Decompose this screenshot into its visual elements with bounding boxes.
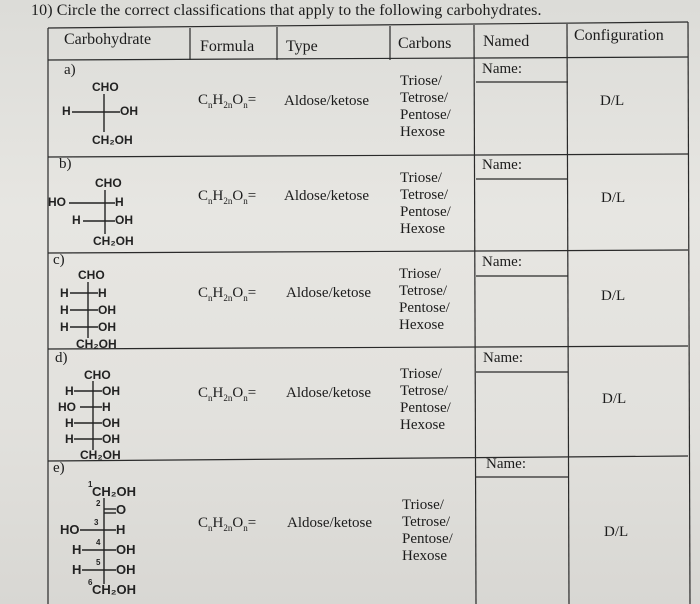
row-label-a: a) [64, 62, 76, 78]
structure-e-right-2: OH [116, 542, 136, 557]
carbons-b-triose[interactable]: Triose/ [400, 170, 442, 186]
question-text: 10) Circle the correct classifications that apply to the following carbohydrates. [31, 2, 542, 19]
name-label-b: Name: [482, 157, 522, 173]
structure-d-bonds [58, 368, 138, 463]
structure-d-left-2: HO [58, 400, 76, 414]
structure-e-left-1: HO [60, 522, 80, 537]
structure-e-bonds [60, 482, 170, 602]
structure-e-right-3: OH [116, 562, 136, 577]
carbons-d-tetrose[interactable]: Tetrose/ [400, 383, 449, 399]
header-formula: Formula [200, 38, 255, 55]
config-a[interactable]: D/L [600, 93, 625, 109]
structure-c-bonds [58, 268, 138, 348]
structure-b-left-1: HO [48, 195, 66, 209]
carbons-e-hexose[interactable]: Hexose [402, 548, 447, 564]
structure-b-right-1: H [115, 195, 124, 209]
structure-d-left-3: H [65, 416, 74, 430]
formula-d: $C_nH_{2n}O_n=$ [198, 385, 257, 403]
carbons-d-pentose[interactable]: Pentose/ [400, 400, 451, 416]
header-configuration: Configuration [574, 27, 664, 44]
structure-c-right-1: H [98, 286, 107, 300]
structure-e-num-6: 6 [88, 578, 93, 587]
carbons-b-pentose[interactable]: Pentose/ [400, 204, 451, 220]
carbons-b[interactable] [400, 170, 451, 238]
structure-e-left-2: H [72, 542, 82, 557]
formula-c: $C_nH_{2n}O_n=$ [198, 285, 257, 303]
structure-e-ketone-o: O [116, 502, 127, 517]
carbons-e[interactable] [402, 497, 453, 565]
config-b[interactable]: D/L [601, 190, 626, 206]
name-label-e: Name: [486, 456, 526, 472]
structure-e-right-1: H [116, 522, 126, 537]
structure-b-top: CHO [95, 176, 122, 190]
carbons-a-tetrose[interactable]: Tetrose/ [400, 90, 449, 106]
type-c[interactable]: Aldose/ketose [286, 285, 371, 301]
config-c[interactable]: D/L [601, 288, 626, 304]
structure-d-left-4: H [65, 432, 74, 446]
header-named: Named [483, 33, 530, 50]
name-label-c: Name: [482, 254, 522, 270]
carbons-c-pentose[interactable]: Pentose/ [399, 300, 450, 316]
formula-e: $C_nH_{2n}O_n=$ [198, 515, 257, 533]
structure-c-left-3: H [60, 320, 69, 334]
type-d[interactable]: Aldose/ketose [286, 385, 371, 401]
config-d[interactable]: D/L [602, 391, 627, 407]
row-label-c: c) [53, 252, 65, 268]
structure-d-right-2: H [102, 400, 111, 414]
type-a[interactable]: Aldose/ketose [284, 93, 369, 109]
structure-e-num-2: 2 [96, 499, 101, 508]
structure-a-left-1: H [62, 104, 71, 118]
structure-c-left-1: H [60, 286, 69, 300]
carbons-e-tetrose[interactable]: Tetrose/ [402, 514, 451, 530]
header-carbohydrate: Carbohydrate [64, 31, 152, 48]
carbons-a-hexose[interactable]: Hexose [400, 124, 445, 140]
header-type: Type [286, 38, 318, 55]
structure-a-top: CHO [92, 80, 119, 94]
structure-a-right-1: OH [120, 104, 138, 118]
row-label-b: b) [59, 156, 72, 172]
carbons-c-tetrose[interactable]: Tetrose/ [399, 283, 448, 299]
formula-a: $C_nH_{2n}O_n=$ [198, 92, 257, 110]
structure-e-num-4: 4 [96, 538, 101, 547]
structure-b-bonds [45, 176, 145, 246]
structure-e-top: CH₂OH [92, 484, 137, 499]
carbons-e-pentose[interactable]: Pentose/ [402, 531, 453, 547]
header-carbons: Carbons [398, 35, 452, 52]
carbons-a[interactable] [400, 73, 451, 141]
structure-d-right-1: OH [102, 384, 120, 398]
structure-d-bottom: CH₂OH [80, 448, 121, 462]
carbons-a-triose[interactable]: Triose/ [400, 73, 442, 89]
carbons-e-triose[interactable]: Triose/ [402, 497, 444, 513]
structure-e-num-5: 5 [96, 558, 101, 567]
carbons-d-hexose[interactable]: Hexose [400, 417, 445, 433]
structure-c-top: CHO [78, 268, 105, 282]
formula-b: $C_nH_{2n}O_n=$ [198, 188, 257, 206]
row-label-d: d) [55, 350, 68, 366]
type-e[interactable]: Aldose/ketose [287, 515, 372, 531]
name-label-a: Name: [482, 61, 522, 77]
name-label-d: Name: [483, 350, 523, 366]
structure-b-left-2: H [72, 213, 81, 227]
structure-b-right-2: OH [115, 213, 133, 227]
structure-b-bottom: CH₂OH [93, 234, 134, 248]
structure-e-bottom: CH₂OH [92, 582, 137, 597]
structure-e-num-3: 3 [94, 518, 99, 527]
config-e[interactable]: D/L [604, 524, 629, 540]
structure-c-right-2: OH [98, 303, 116, 317]
structure-c-left-2: H [60, 303, 69, 317]
carbons-d-triose[interactable]: Triose/ [400, 366, 442, 382]
structure-a-bottom: CH₂OH [92, 133, 133, 147]
structure-d-right-4: OH [102, 432, 120, 446]
carbons-b-tetrose[interactable]: Tetrose/ [400, 187, 449, 203]
structure-e-left-3: H [72, 562, 82, 577]
type-b[interactable]: Aldose/ketose [284, 188, 369, 204]
structure-d-left-1: H [65, 384, 74, 398]
structure-c-bottom: CH₂OH [76, 337, 117, 351]
structure-a-bonds [60, 80, 140, 140]
structure-e-num-1: 1 [88, 480, 93, 489]
row-label-e: e) [53, 460, 65, 476]
carbons-c[interactable] [399, 266, 450, 334]
carbons-a-pentose[interactable]: Pentose/ [400, 107, 451, 123]
structure-d-right-3: OH [102, 416, 120, 430]
carbons-c-hexose[interactable]: Hexose [399, 317, 444, 333]
carbons-d[interactable] [400, 366, 451, 434]
carbons-c-triose[interactable]: Triose/ [399, 266, 441, 282]
structure-d-top: CHO [84, 368, 111, 382]
carbons-b-hexose[interactable]: Hexose [400, 221, 445, 237]
structure-c-right-3: OH [98, 320, 116, 334]
